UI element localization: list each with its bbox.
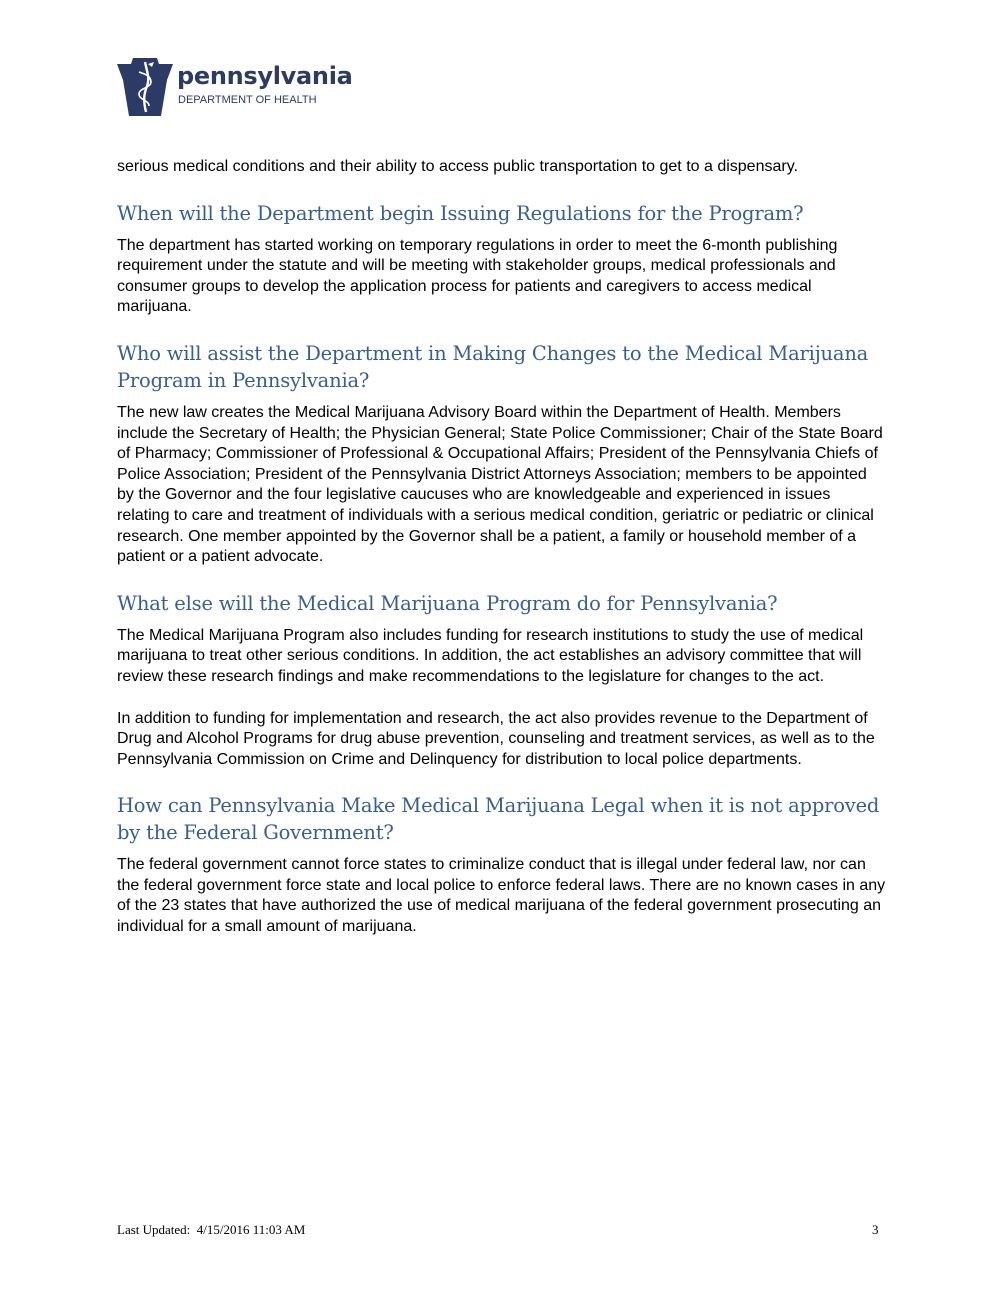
paragraph-spacer	[117, 688, 887, 709]
section-heading-federal-law: How can Pennsylvania Make Medical Marijuana Legal when it is not approved by the Federal Government?	[117, 794, 880, 845]
footer-last-updated: Last Updated: 4/15/2016 11:03 AM	[117, 1222, 306, 1237]
section-paragraph: The new law creates the Medical Marijuana Advisory Board within the Department of Health. Members include the Secretary of Health; the Physician General; State Police Commissioner; Chair of the State Board of Pharmacy; Commissioner of Professional & Occupational Affairs; President of the Pennsylvania Chiefs of Police Association; President of the Pennsylvania District Attorneys Association; members to be appointed by the Governor and the four legislative caucuses who are knowledgeable and experienced in issues relating to care and treatment of individuals with a serious medical condition, geriatric or pediatric or clinical research. One member appointed by the Governor shall be a patient, a family or household member of a patient or a patient advocate.	[117, 403, 883, 566]
logo-department: DEPARTMENT OF HEALTH	[178, 94, 317, 106]
section-paragraph: In addition to funding for implementation and research, the act also provides revenue to the Department of Drug and Alcohol Programs for drug abuse prevention, counseling and treatment services, as well as to the Pennsylvania Commission on Crime and Delinquency for distribution to local police departments.	[117, 709, 875, 768]
section-paragraph: The department has started working on temporary regulations in order to meet the 6-month publishing requirement under the statute and will be meeting with stakeholder groups, medical professionals and consumer groups to develop the application process for patients and caregivers to access medical marijuana.	[117, 236, 838, 316]
section-heading-regulations: When will the Department begin Issuing Regulations for the Program?	[117, 201, 804, 225]
section-paragraph: The Medical Marijuana Program also includes funding for research institutions to study the use of medical marijuana to treat other serious conditions. In addition, the act establishes an advisory committee that will review these research findings and make recommendations to the legislature for changes to the act.	[117, 626, 864, 685]
logo-wordmark: pennsylvania	[177, 62, 353, 90]
pa-health-logo	[117, 58, 353, 116]
intro-paragraph: serious medical conditions and their ability to access public transportation to get to a dispensary.	[117, 158, 798, 175]
section-paragraph: The federal government cannot force states to criminalize conduct that is illegal under federal law, nor can the federal government force state and local police to enforce federal laws. There are no known cases in any of the 23 states that have authorized the use of medical marijuana of the federal government prosecuting an individual for a small amount of marijuana.	[117, 856, 886, 936]
section-heading-advisory-board: Who will assist the Department in Making Changes to the Medical Marijuana Program in Pennsylvania?	[117, 341, 869, 392]
footer-page-number: 3	[872, 1222, 879, 1237]
section-heading-program-benefits: What else will the Medical Marijuana Program do for Pennsylvania?	[117, 591, 778, 615]
document-body	[117, 157, 887, 938]
keystone-caduceus-icon	[117, 58, 173, 116]
